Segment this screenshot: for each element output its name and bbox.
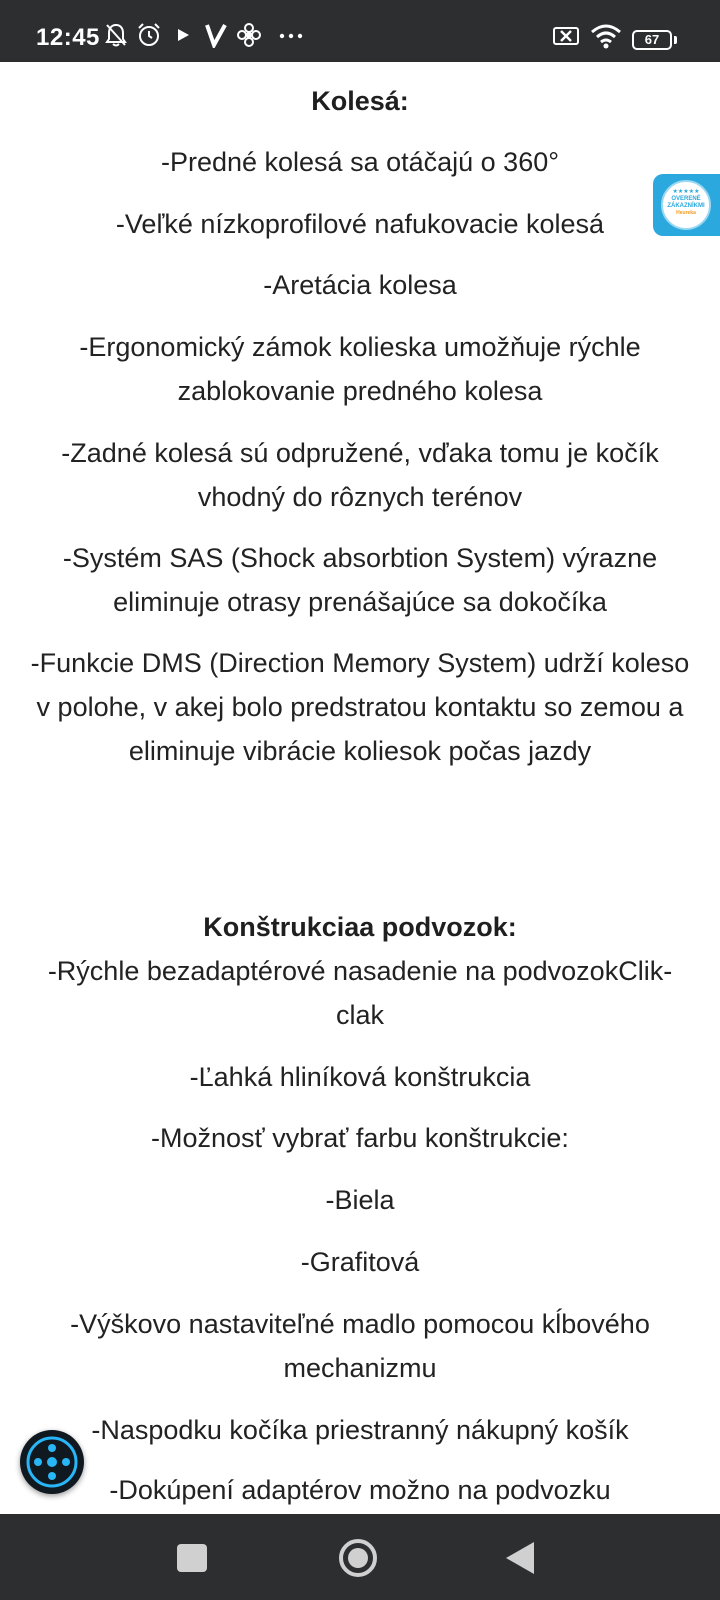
sim-x-icon [552,22,580,48]
badge-brand: Heureka [676,210,696,216]
back-button[interactable] [462,1514,582,1600]
badge-seal-icon [661,180,711,230]
list-item: -Aretácia kolesa [263,270,457,300]
list-item: -Ľahká hliníková konštrukcia [189,1062,531,1092]
badge-line-1: OVERENÉ [671,196,701,202]
square-icon [132,1514,252,1600]
bell-off-icon [104,22,128,48]
triangle-back-icon [462,1514,582,1600]
alarm-icon [136,22,162,48]
list-item: -Ergonomický zámok kolieska umožňuje rýchle zablokovanie predného kolesa [79,332,641,406]
list-item: -Biela [325,1185,395,1215]
list-item: -Možnosť vybrať farbu konštrukcie: [151,1123,569,1153]
badge-stars: ★★★★★ [672,189,700,195]
section-heading-wheels: Kolesá: [311,86,409,116]
home-button[interactable] [298,1514,418,1600]
recents-button[interactable] [132,1514,252,1600]
badge-line-2: ZÁKAZNÍKMI [667,203,705,209]
battery-tip [674,36,677,44]
pinwheel-icon [236,22,262,48]
list-item: -Systém SAS (Shock absorbtion System) výrazne eliminuje otrasy prenášajúce sa dokočíka [62,543,658,617]
accessibility-button[interactable] [20,1430,84,1494]
list-item: -Naspodku kočíka priestranný nákupný košík [91,1415,629,1445]
list-item: -Predné kolesá sa otáčajú o 360° [160,147,560,177]
v-app-icon [205,22,227,48]
wifi-icon [590,22,622,50]
status-bar [0,0,720,62]
status-time: 12:45 [36,24,100,51]
page-content[interactable] [0,62,720,1514]
accessibility-icon [20,1430,84,1494]
verified-customers-badge[interactable] [653,174,720,236]
circle-icon [298,1514,418,1600]
list-item: -Dokúpení adaptérov možno na podvozku [109,1475,611,1505]
section-heading-frame: Konštrukciaa podvozok: [203,912,517,942]
list-item: -Grafitová [300,1247,420,1277]
battery-icon: 67 [632,30,672,50]
play-store-icon [176,22,192,48]
list-item: -Výškovo nastaviteľné madlo pomocou kĺbového mechanizmu [70,1309,650,1383]
list-item: -Rýchle bezadaptérové nasadenie na podvozokClik-clak [47,956,673,1030]
more-icon [278,22,304,48]
navigation-bar [0,1514,720,1600]
list-item: -Zadné kolesá sú odpružené, vďaka tomu je kočík vhodný do rôznych terénov [61,438,659,512]
list-item: -Funkcie DMS (Direction Memory System) udrží koleso v polohe, v akej bolo predstratou kontaktu so zemou a eliminuje vibrácie koliesok počas jazdy [30,648,690,766]
list-item: -Veľké nízkoprofilové nafukovacie kolesá [115,209,605,239]
